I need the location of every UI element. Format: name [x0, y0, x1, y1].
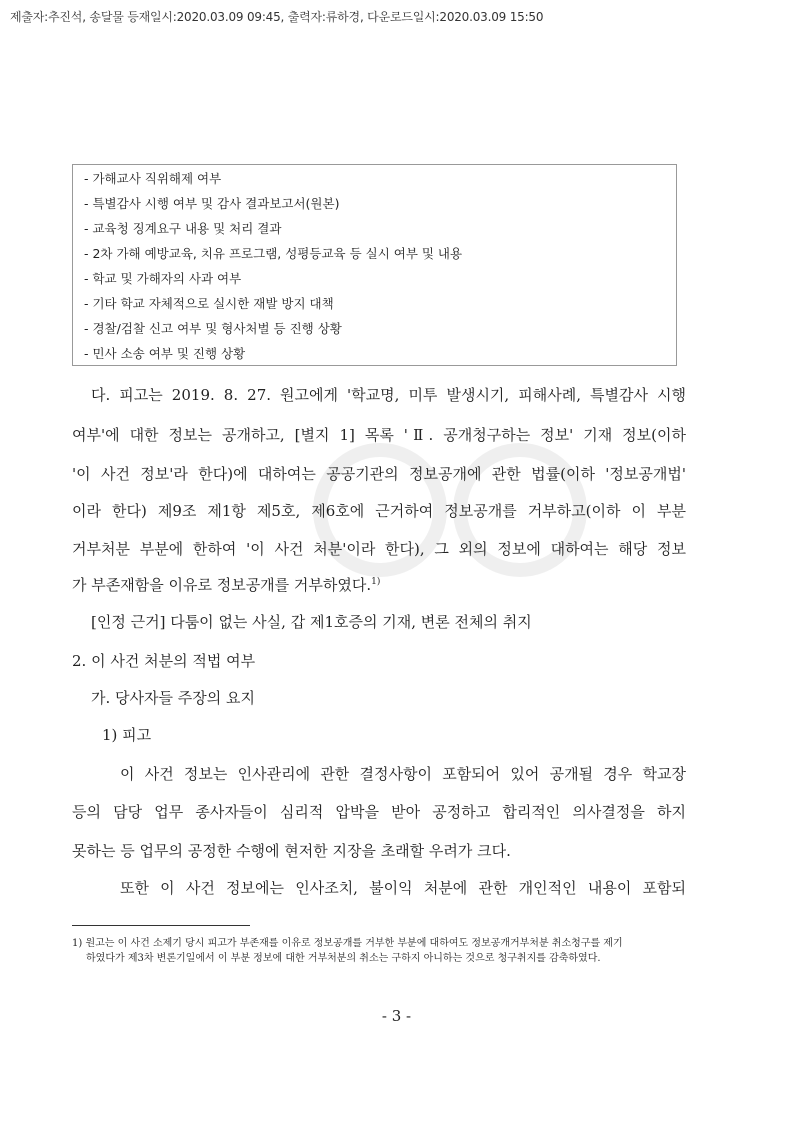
para-da-line: 이라 한다) 제9조 제1항 제5호, 제6호에 근거하여 정보공개를 거부하고(이하 이 부분: [72, 502, 686, 520]
box-item: - 학교 및 가해자의 사과 여부: [84, 271, 242, 286]
para-da-line: 다. 피고는 2019. 8. 27. 원고에게 '학교명, 미투 발생시기, 피해사례, 특별감사 시행: [91, 386, 686, 404]
box-item: - 민사 소송 여부 및 진행 상황: [84, 346, 246, 361]
box-item: - 기타 학교 자체적으로 실시한 재발 방지 대책: [84, 296, 334, 311]
box-item: - 가해교사 직위해제 여부: [84, 171, 222, 186]
page-number: - 3 -: [381, 1007, 412, 1025]
party-heading: 1) 피고: [102, 726, 152, 744]
defendant-para-line: 못하는 등 업무의 공정한 수행에 현저한 지장을 초래할 우려가 크다.: [72, 842, 511, 860]
print-header: 제출자:추진석, 송달물 등재일시:2020.03.09 09:45, 출력자:류하경, 다운로드일시:2020.03.09 15:50: [10, 10, 544, 24]
footnote-line: 1) 원고는 이 사건 소제기 당시 피고가 부존재를 이유로 정보공개를 거부한 부분에 대하여도 정보공개거부처분 취소청구를 제기: [72, 938, 623, 949]
box-item: - 경찰/검찰 신고 여부 및 형사처벌 등 진행 상황: [84, 321, 342, 336]
requested-info-box: [72, 164, 677, 366]
box-item: - 특별감사 시행 여부 및 감사 결과보고서(원본): [84, 196, 340, 211]
footnote-line: 하였다가 제3차 변론기일에서 이 부분 정보에 대한 거부처분의 취소는 구하지 아니하는 것으로 청구취지를 감축하였다.: [86, 953, 601, 964]
subsection-heading: 가. 당사자들 주장의 요지: [91, 689, 255, 707]
para-da-line: 거부처분 부분에 한하여 '이 사건 처분'이라 한다), 그 외의 정보에 대하여는 해당 정보: [72, 540, 686, 558]
defendant-para-line: 이 사건 정보는 인사관리에 관한 결정사항이 포함되어 있어 공개될 경우 학교장: [120, 765, 686, 783]
box-item: - 교육청 징계요구 내용 및 처리 결과: [84, 221, 282, 236]
footnote-mark: 1): [371, 577, 381, 587]
para-da-last-line: [72, 574, 380, 595]
defendant-para-line: 등의 담당 업무 종사자들이 심리적 압박을 받아 공정하고 합리적인 의사결정을 하지: [72, 803, 686, 821]
footnote-divider: [72, 925, 250, 926]
defendant-para-line: 또한 이 사건 정보에는 인사조치, 불이익 처분에 관한 개인적인 내용이 포함되: [120, 879, 686, 897]
box-item: - 2차 가해 예방교육, 치유 프로그램, 성평등교육 등 실시 여부 및 내용: [84, 246, 463, 261]
evidence-line: [인정 근거] 다툼이 없는 사실, 갑 제1호증의 기재, 변론 전체의 취지: [91, 613, 532, 631]
para-da-line-text: 가 부존재함을 이유로 정보공개를 거부하였다.: [72, 576, 372, 594]
para-da-line: 여부'에 대한 정보는 공개하고, [별지 1] 목록 'Ⅱ. 공개청구하는 정보' 기재 정보(이하: [72, 426, 686, 444]
para-da-line: '이 사건 정보'라 한다)에 대하여는 공공기관의 정보공개에 관한 법률(이하 '정보공개법': [72, 465, 686, 483]
section-heading: 2. 이 사건 처분의 적법 여부: [72, 652, 256, 670]
